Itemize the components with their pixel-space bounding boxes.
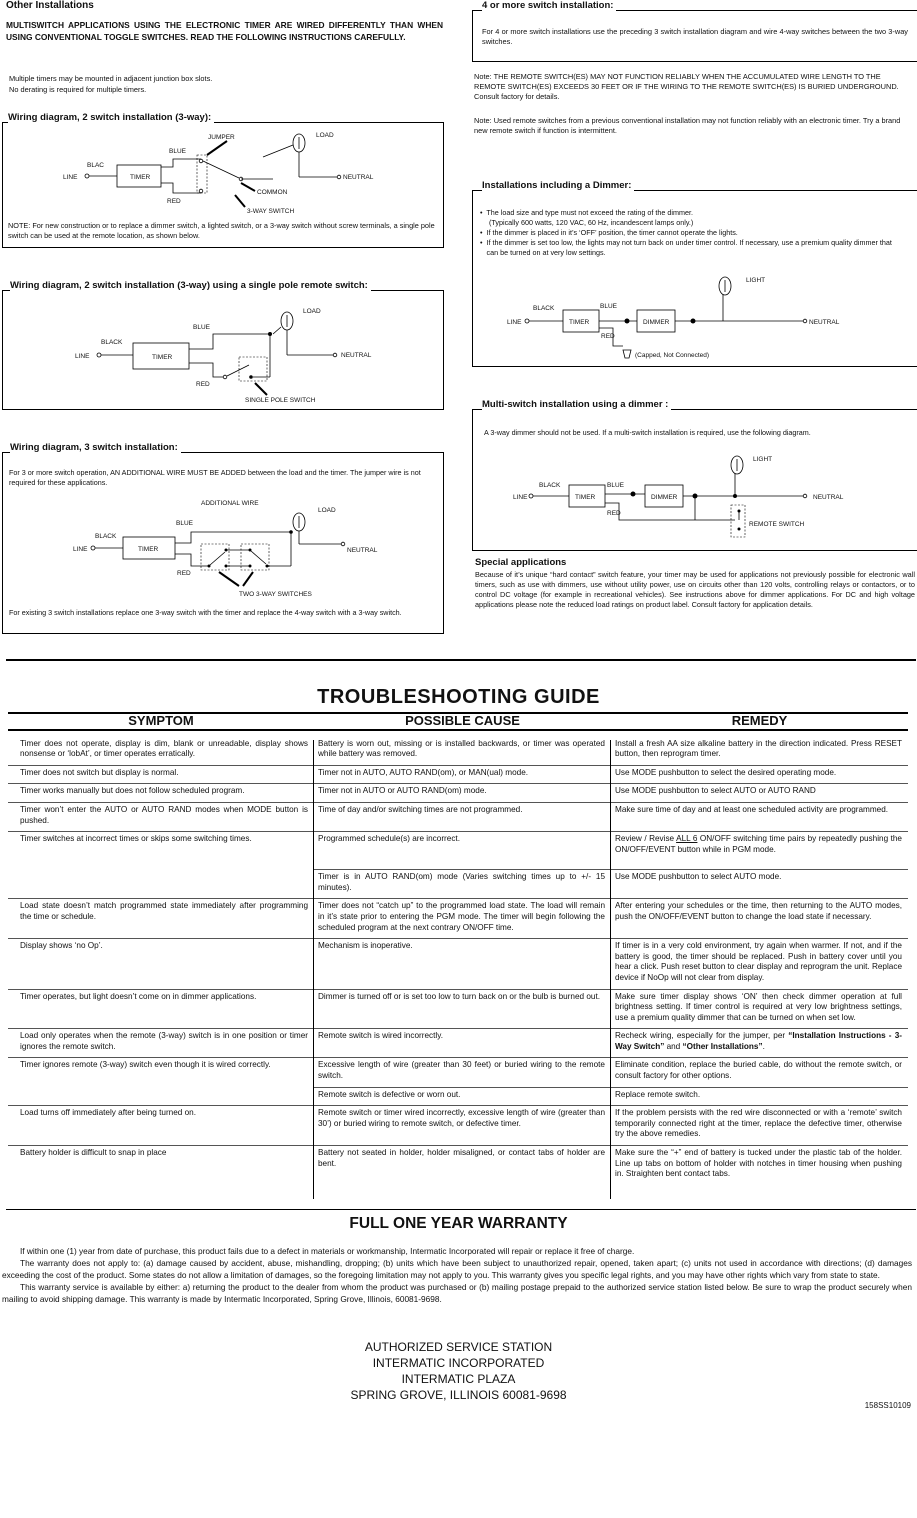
d1-blue-label: BLUE bbox=[169, 148, 186, 155]
d1-jumper-label: JUMPER bbox=[208, 134, 235, 141]
multi-dimmer-text: A 3-way dimmer should not be used. If a multi-switch installation is required, use the following diagram. bbox=[484, 428, 811, 437]
cause-cell: Battery not seated in holder, holder misaligned, or contact tabs of holder are bent. bbox=[318, 1148, 605, 1168]
address-line-3: INTERMATIC PLAZA bbox=[401, 1372, 516, 1386]
dim-line-label: LINE bbox=[507, 319, 522, 326]
divider-top bbox=[6, 659, 916, 661]
d3-neutral-label: NEUTRAL bbox=[347, 547, 378, 554]
warranty-title: FULL ONE YEAR WARRANTY bbox=[349, 1215, 568, 1232]
warranty-text bbox=[2, 1245, 912, 1305]
remedy-cell: Use MODE pushbutton to select the desired operating mode. bbox=[611, 765, 908, 784]
diagram-3switch bbox=[3, 492, 441, 604]
d3-black-label: BLACK bbox=[95, 533, 117, 540]
remedy-cell: After entering your schedules or the time, then returning to the AUTO modes, push the ON/OFF/EVENT button to change the load state if necessary. bbox=[611, 899, 908, 939]
diagram-3switch-title: Wiring diagram, 3 switch installation: bbox=[10, 442, 181, 453]
dimmer-b1b-text: (Typically 600 watts, 120 VAC, 60 Hz, incandescent lamps only.) bbox=[489, 218, 694, 227]
dim-dimmer-label: DIMMER bbox=[643, 319, 670, 326]
multi-timer-note-2: No derating is required for multiple timers. bbox=[9, 85, 147, 94]
d1-switch-label: 3-WAY SWITCH bbox=[247, 208, 295, 215]
cause-cell: Mechanism is inoperative. bbox=[314, 939, 611, 989]
d1-neutral-label: NEUTRAL bbox=[343, 174, 374, 181]
d1-timer-label: TIMER bbox=[130, 174, 151, 181]
symptom-cell: Load turns off immediately after being turned on. bbox=[8, 1106, 314, 1146]
d1-red-label: RED bbox=[167, 198, 181, 205]
header-symptom: SYMPTOM bbox=[8, 713, 314, 730]
d1-common-label: COMMON bbox=[257, 189, 288, 196]
d2-black-label: BLACK bbox=[101, 339, 123, 346]
diagram-3switch-text: For 3 or more switch operation, AN ADDITIONAL WIRE MUST BE ADDED between the load and the timer. The jumper wire is not required for these applications. bbox=[9, 468, 421, 487]
dim-blue-label: BLUE bbox=[600, 303, 617, 310]
cause-cell: Timer is in AUTO RAND(om) mode (Varies switching times up to +/- 15 minutes). bbox=[314, 870, 611, 899]
column-divider-2 bbox=[610, 740, 611, 1199]
remedy-cell: Use MODE pushbutton to select AUTO or AUTO RAND bbox=[611, 784, 908, 803]
warranty-p3: This warranty service is available by either: a) returning the product to the dealer from whom the product was purchased or (b) mailing postage prepaid to the authorized service station listed below. Be sure to wrap the product securely when mailing to avoid shipping damage. This warranty is made by Intermatic Incorporated, Spring Grove, Illinois, 60081-9698. bbox=[2, 1282, 912, 1304]
d1-line-label: LINE bbox=[63, 174, 78, 181]
symptom-cell: Timer operates, but light doesn’t come on in dimmer applications. bbox=[8, 989, 314, 1029]
remedy-cell: Make sure the “+” end of battery is tucked under the plastic tab of the holder. Line up tabs on bottom of holder with notches in timer housing when pushing in. Straighten bent contact tabs. bbox=[615, 1148, 902, 1179]
dimmer-b2-text: If the dimmer is placed in it’s ‘OFF’ position, the timer cannot operate the lights. bbox=[486, 228, 738, 237]
remedy-bold: “Other Installations” bbox=[682, 1041, 763, 1051]
symptom-cell: Timer switches at incorrect times or skips some switching times. bbox=[8, 832, 314, 899]
warranty-p2: The warranty does not apply to: (a) damage caused by accident, abuse, mishandling, dropping; (b) units which have been subject to unauthorized repair, opened, taken apart; (c) units not used in accordance with directions; (d) damages exceeding the cost of the product. Some states do not allow a limitation of damages, so the foregoing limitation may not apply to you. This warranty gives you specific legal rights, and you may have other rights which vary from state to state. bbox=[2, 1258, 912, 1280]
d2-neutral-label: NEUTRAL bbox=[341, 352, 372, 359]
remedy-text: and bbox=[664, 1041, 683, 1051]
table-row bbox=[8, 730, 908, 766]
dim-neutral-label: NEUTRAL bbox=[809, 319, 840, 326]
dimmer-b1-text: The load size and type must not exceed the rating of the dimmer. bbox=[486, 208, 693, 217]
dim-black-label: BLACK bbox=[533, 305, 555, 312]
multi-timer-note-1: Multiple timers may be mounted in adjacent junction box slots. bbox=[9, 74, 213, 83]
d3-load-label: LOAD bbox=[318, 507, 336, 514]
table-row bbox=[8, 899, 908, 939]
intro-warning: MULTISWITCH APPLICATIONS USING THE ELECTRONIC TIMER ARE WIRED DIFFERENTLY THAN WHEN USING CONVENTIONAL TOGGLE SWITCHES. READ THE FOLLOWING INSTRUCTIONS CAREFULLY. bbox=[6, 20, 443, 42]
symptom-cell: Load state doesn’t match programmed state immediately after programming the time or schedule. bbox=[8, 899, 314, 939]
remedy-bold: “Installation Instructions - 3-Way Switch” bbox=[615, 1031, 902, 1051]
d1-blac-label: BLAC bbox=[87, 162, 104, 169]
dimmer-title: Installations including a Dimmer: bbox=[482, 180, 634, 191]
table-row bbox=[8, 784, 908, 803]
cause-cell: Dimmer is turned off or is set too low to turn back on or the bulb is burned out. bbox=[314, 989, 611, 1029]
remedy-cell: Use MODE pushbutton to select AUTO mode. bbox=[611, 870, 908, 899]
table-header-row bbox=[8, 713, 908, 730]
service-address bbox=[0, 1339, 917, 1403]
diagram-3switch-footer: For existing 3 switch installations replace one 3-way switch with the timer and replace the 4-way switch with a 3-way switch. bbox=[9, 608, 402, 617]
symptom-cell: Display shows ‘no Op’. bbox=[8, 939, 314, 989]
remedy-cell: Install a fresh AA size alkaline battery in the direction indicated. Press RESET button, then reprogram timer. bbox=[611, 730, 908, 766]
remedy-cell: If timer is in a very cold environment, try again when warmer. If not, and if the battery is good, the timer should be replaced. Push in battery cover until you hear a click. Push reset button to clear display and reprogram the unit. Replace device if NoOp will not clear from display. bbox=[611, 939, 908, 989]
table-row bbox=[8, 1029, 908, 1058]
symptom-cell: Battery holder is difficult to snap in place bbox=[20, 1148, 167, 1158]
other-installations-title: Other Installations bbox=[6, 0, 94, 11]
header-remedy: REMEDY bbox=[611, 713, 908, 730]
md-timer-label: TIMER bbox=[575, 494, 596, 501]
symptom-cell: Timer ignores remote (3-way) switch even though it is wired correctly. bbox=[8, 1058, 314, 1106]
dimmer-bullets bbox=[480, 208, 900, 258]
symptom-cell: Load only operates when the remote (3-way) switch is in one position or timer ignores the remote switch. bbox=[8, 1029, 314, 1058]
d2-load-label: LOAD bbox=[303, 308, 321, 315]
table-row bbox=[8, 832, 908, 870]
cause-cell: Timer does not “catch up” to the programmed load state. The load will remain in it’s state prior to entering the PGM mode. The timer will begin following the scheduled program at the next contrary ON/OFF time. bbox=[314, 899, 611, 939]
table-row bbox=[8, 802, 908, 831]
symptom-cell: Timer works manually but does not follow scheduled program. bbox=[8, 784, 314, 803]
column-divider-1 bbox=[313, 740, 314, 1199]
remedy-cell: Make sure time of day and at least one scheduled activity are programmed. bbox=[611, 802, 908, 831]
d3-red-label: RED bbox=[177, 570, 191, 577]
remedy-cell: If the problem persists with the red wire disconnected or with a ‘remote’ switch temporarily connected right at the timer, replace the defective timer, otherwise try the above remedies. bbox=[611, 1106, 908, 1146]
remedy-underline: ALL 6 bbox=[676, 834, 698, 844]
cause-cell: Remote switch is defective or worn out. bbox=[314, 1087, 611, 1106]
warranty-p1: If within one (1) year from date of purchase, this product fails due to a defect in materials or workmanship, Intermatic Incorporated will repair or replace it free of charge. bbox=[20, 1246, 635, 1256]
d3-timer-label: TIMER bbox=[138, 546, 159, 553]
table-row bbox=[8, 1146, 908, 1200]
cause-cell: Remote switch is wired incorrectly. bbox=[314, 1029, 611, 1058]
md-dimmer-label: DIMMER bbox=[651, 494, 678, 501]
md-neutral-label: NEUTRAL bbox=[813, 494, 844, 501]
md-black-label: BLACK bbox=[539, 482, 561, 489]
table-row bbox=[8, 765, 908, 784]
d2-line-label: LINE bbox=[75, 353, 90, 360]
special-text: Because of it’s unique “hard contact” switch feature, your timer may be used for applications not previously possible for electronic wall timers, such as use with dimmers, use without utility power, use on circuits other than 120 volts, controlling relays or contactors, or to control DC voltage (for example in recreational vehicles). See instructions above for dimmer applications. For DC and high voltage applications please note the reduced load ratings on product label. Consult factory for application details. bbox=[475, 570, 915, 609]
troubleshooting-table bbox=[8, 712, 908, 1199]
dimmer-bullet-2: • If the dimmer is placed in it’s ‘OFF’ position, the timer cannot operate the lights. bbox=[480, 228, 738, 237]
divider-warranty bbox=[6, 1209, 916, 1210]
dimmer-b3-text: If the dimmer is set too low, the lights may not turn back on under timer control. If necessary, use a premium quality dimmer that can be turned on at very low settings. bbox=[486, 238, 892, 257]
d3-additional-label: ADDITIONAL WIRE bbox=[201, 500, 259, 507]
symptom-cell: Timer won’t enter the AUTO or AUTO RAND modes when MODE button is pushed. bbox=[8, 802, 314, 831]
cause-cell: Battery is worn out, missing or is installed backwards, or timer was operated while battery was removed. bbox=[314, 730, 611, 766]
md-red-label: RED bbox=[607, 510, 621, 517]
d3-switches-label: TWO 3-WAY SWITCHES bbox=[239, 591, 312, 598]
multi-dimmer-title: Multi-switch installation using a dimmer : bbox=[482, 399, 671, 410]
md-blue-label: BLUE bbox=[607, 482, 624, 489]
cause-cell: Excessive length of wire (greater than 30 feet) or buried wiring to the remote switch. bbox=[314, 1058, 611, 1087]
cause-cell: Timer not in AUTO or AUTO RAND(om) mode. bbox=[314, 784, 611, 803]
table-row bbox=[8, 1058, 908, 1087]
diagram-singlepole-title: Wiring diagram, 2 switch installation (3-way) using a single pole remote switch: bbox=[10, 280, 371, 291]
multi-dimmer-diagram bbox=[473, 445, 915, 545]
cause-cell: Programmed schedule(s) are incorrect. bbox=[314, 832, 611, 870]
four-switch-text: For 4 or more switch installations use the preceding 3 switch installation diagram and wire 4-way switches between the two 3-way switches. bbox=[482, 27, 908, 46]
diagram-3way-note: NOTE: For new construction or to replace a dimmer switch, a lighted switch, or a 3-way switch without screw terminals, a single pole switch can be used at the remote location, as shown below. bbox=[8, 221, 435, 240]
remedy-cell: Eliminate condition, replace the buried cable, do without the remote switch, or consult factory for other options. bbox=[611, 1058, 908, 1087]
d2-blue-label: BLUE bbox=[193, 324, 210, 331]
header-cause: POSSIBLE CAUSE bbox=[314, 713, 611, 730]
table-row bbox=[8, 939, 908, 989]
table-row bbox=[8, 989, 908, 1029]
remedy-text: . bbox=[762, 1041, 765, 1051]
md-line-label: LINE bbox=[513, 494, 528, 501]
dim-red-label: RED bbox=[601, 333, 615, 340]
cause-cell: Remote switch or timer wired incorrectly, excessive length of wire (greater than 30’) or buried wiring to remote switch, or defective timer. bbox=[314, 1106, 611, 1146]
remedy-cell bbox=[611, 1029, 908, 1058]
address-line-4: SPRING GROVE, ILLINOIS 60081-9698 bbox=[350, 1388, 567, 1402]
remedy-cell: Replace remote switch. bbox=[611, 1087, 908, 1106]
remedy-text: Recheck wiring, especially for the jumper, per bbox=[615, 1031, 789, 1041]
used-switch-note: Note: Used remote switches from a previous conventional installation may not function reliably with an electronic timer. Try a brand new remote switch if function is intermittent. bbox=[474, 116, 901, 135]
cause-cell: Timer not in AUTO, AUTO RAND(om), or MAN(ual) mode. bbox=[314, 765, 611, 784]
table-row bbox=[8, 1106, 908, 1146]
dimmer-diagram bbox=[473, 266, 915, 364]
symptom-cell: Timer does not switch but display is normal. bbox=[8, 765, 314, 784]
symptom-cell: Timer does not operate, display is dim, blank or unreadable, display shows nonsense or ‘lobAt’, or timer operates erratically. bbox=[8, 730, 314, 766]
dimmer-bullet-3: • If the dimmer is set too low, the lights may not turn back on under timer control. If necessary, use a premium quality dimmer that can be turned on at very low settings. bbox=[480, 238, 900, 258]
remedy-text: Review / Revise bbox=[615, 834, 677, 844]
md-remote-label: REMOTE SWITCH bbox=[749, 521, 805, 528]
dim-light-label: LIGHT bbox=[746, 277, 766, 284]
remedy-cell: Make sure timer display shows ‘ON’ then check dimmer operation at full brightness setting. If timer control is required at very low brightness settings, use a premium quality dimmer that can be turned on when set low. bbox=[611, 989, 908, 1029]
d2-red-label: RED bbox=[196, 381, 210, 388]
troubleshooting-title: TROUBLESHOOTING GUIDE bbox=[317, 686, 600, 708]
diagram-3way-title: Wiring diagram, 2 switch installation (3-way): bbox=[8, 112, 214, 123]
md-light-label: LIGHT bbox=[753, 456, 773, 463]
address-line-1: AUTHORIZED SERVICE STATION bbox=[364, 1340, 553, 1354]
d3-line-label: LINE bbox=[73, 546, 88, 553]
d1-load-label: LOAD bbox=[316, 132, 334, 139]
part-number: 158SS10109 bbox=[864, 1401, 911, 1410]
diagram-3way bbox=[3, 123, 441, 221]
cause-cell: Time of day and/or switching times are not programmed. bbox=[314, 802, 611, 831]
dim-capped-label: (Capped, Not Connected) bbox=[635, 352, 710, 359]
remote-switch-note: Note: THE REMOTE SWITCH(ES) MAY NOT FUNCTION RELIABLY WHEN THE ACCUMULATED WIRE LENGTH TO THE REMOTE SWITCH(ES) EXCEEDS 30 FEET OR IF THE WIRING TO THE REMOTE SWITCH(ES) IS BURIED UNDERGROUND. Consult factory for details. bbox=[474, 72, 899, 101]
d3-blue-label: BLUE bbox=[176, 520, 193, 527]
remedy-cell bbox=[611, 832, 908, 870]
d2-timer-label: TIMER bbox=[152, 354, 173, 361]
remedy-text: ON/OFF switching time pairs by repeatedly pushing the ON/OFF/EVENT button while in PGM mode. bbox=[615, 834, 902, 854]
dimmer-bullet-1: • The load size and type must not exceed the rating of the dimmer. bbox=[480, 208, 693, 217]
dim-timer-label: TIMER bbox=[569, 319, 590, 326]
diagram-singlepole bbox=[3, 291, 441, 407]
d2-switch-label: SINGLE POLE SWITCH bbox=[245, 397, 316, 404]
four-switch-title: 4 or more switch installation: bbox=[482, 0, 616, 11]
address-line-2: INTERMATIC INCORPORATED bbox=[372, 1356, 545, 1370]
special-title: Special applications bbox=[475, 557, 567, 568]
